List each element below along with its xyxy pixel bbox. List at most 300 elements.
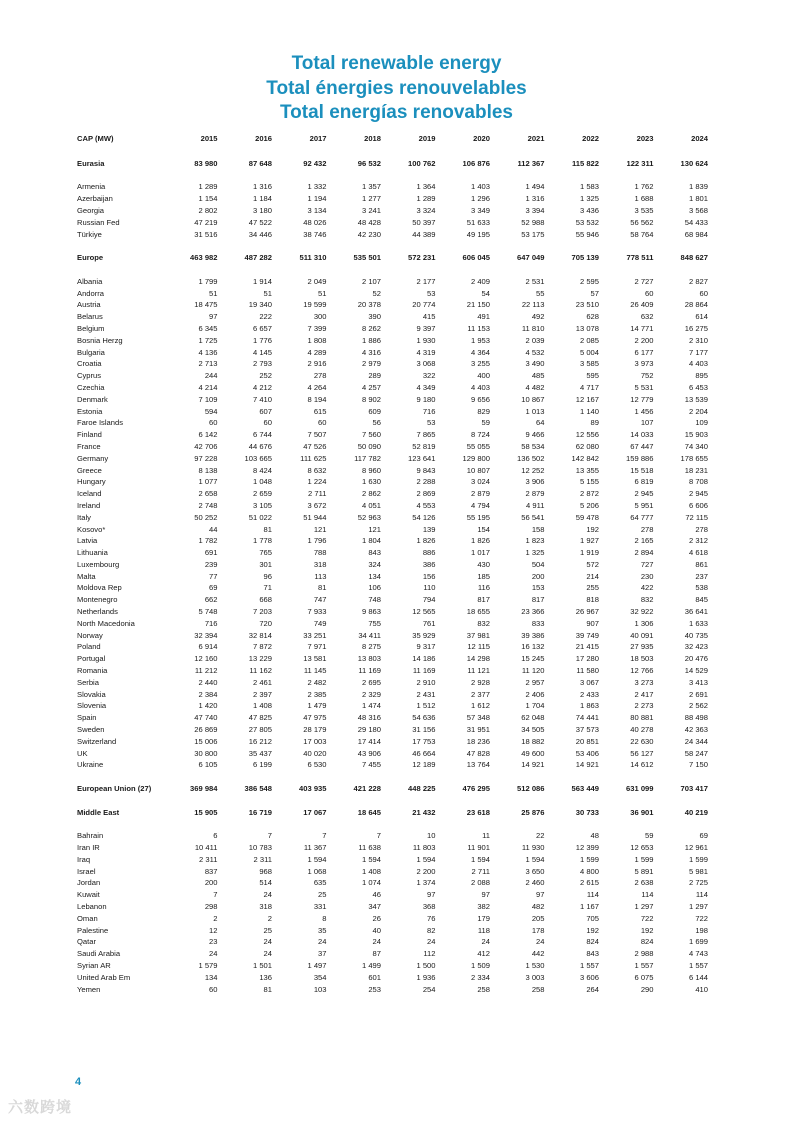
value-cell: 1 074 [361,878,381,888]
value-cell: 57 348 [466,713,490,723]
table-row [77,677,708,689]
value-cell: 12 [209,925,218,935]
value-cell: 15 903 [684,430,708,440]
value-cell: 25 876 [521,807,545,817]
page-number: 4 [75,1076,82,1088]
value-cell: 289 [368,371,381,381]
value-cell: 2 377 [470,689,490,699]
value-cell: 23 510 [575,300,599,310]
value-cell: 26 869 [194,725,218,735]
value-cell: 17 003 [303,736,327,746]
table-row [77,453,708,465]
spacer-cell [77,771,708,783]
value-cell: 48 [590,831,599,841]
table-row [77,535,708,547]
value-cell: 4 532 [525,347,545,357]
value-cell: 2 531 [525,276,545,286]
value-cell: 2 725 [688,878,708,888]
country-name: Sweden [77,725,105,735]
value-cell: 31 156 [412,725,436,735]
value-cell: 31 951 [466,725,490,735]
value-cell: 2 039 [525,335,545,345]
value-cell: 5 155 [579,477,599,487]
value-cell: 2 595 [579,276,599,286]
value-cell: 258 [477,984,490,994]
value-cell: 463 982 [190,253,218,263]
value-cell: 59 [481,418,490,428]
value-cell: 2 711 [308,489,327,499]
value-cell: 17 414 [357,736,381,746]
value-cell: 10 411 [194,843,218,853]
value-cell: 11 212 [194,666,218,676]
value-cell: 412 [477,949,490,959]
value-cell: 4 136 [198,347,218,357]
value-cell: 594 [204,406,218,416]
value-cell: 504 [531,559,545,569]
value-cell: 4 051 [361,500,381,510]
value-cell: 6 345 [198,323,218,333]
value-cell: 7 177 [688,347,708,357]
value-cell: 22 630 [630,736,654,746]
value-cell: 3 241 [361,205,381,215]
value-cell: 24 [263,937,272,947]
value-cell: 11 162 [249,666,272,676]
value-cell: 817 [531,595,545,605]
value-cell: 5 891 [634,866,654,876]
value-cell: 2 872 [579,489,599,499]
value-cell: 2 088 [470,878,490,888]
value-cell: 21 415 [575,642,599,652]
value-cell: 46 664 [412,748,436,758]
value-cell: 12 779 [630,394,654,404]
value-cell: 50 397 [412,217,436,227]
value-cell: 96 [263,571,272,581]
value-cell: 19 599 [303,300,327,310]
table-row [77,299,708,311]
value-cell: 106 [368,583,381,593]
value-cell: 5 748 [198,607,218,617]
value-cell: 1 140 [579,406,599,416]
value-cell: 1 289 [416,194,436,204]
value-cell: 255 [586,583,599,593]
value-cell: 4 349 [416,382,436,392]
value-cell: 51 [263,288,272,298]
value-cell: 3 067 [579,677,599,687]
aggregate-row [77,807,708,819]
table-row [77,512,708,524]
value-cell: 6 606 [688,500,708,510]
value-cell: 14 186 [412,654,436,664]
country-name: Croatia [77,359,102,369]
value-cell: 8 [322,913,327,923]
value-cell: 2 311 [199,854,218,864]
watermark-logo: 六数跨境 [8,1099,73,1116]
value-cell: 824 [586,937,599,947]
value-cell: 92 432 [303,158,327,168]
value-cell: 6 177 [634,347,654,357]
value-cell: 129 800 [462,453,490,463]
value-cell: 727 [640,559,654,569]
value-cell: 47 825 [248,713,272,723]
spacer-row [77,795,708,807]
table-row [77,358,708,370]
value-cell: 12 160 [194,654,218,664]
value-cell: 1 297 [634,902,654,911]
country-name: Austria [77,300,101,310]
value-cell: 2 409 [470,276,490,286]
value-cell: 6 453 [688,382,708,392]
value-cell: 113 [314,571,327,581]
value-cell: 47 828 [466,748,490,758]
spacer-cell [77,170,708,182]
value-cell: 9 317 [416,642,436,652]
value-cell: 26 [372,913,381,923]
table-row [77,193,708,205]
value-cell: 40 020 [303,748,327,758]
value-cell: 5 981 [688,866,708,876]
value-cell: 833 [531,618,545,628]
header-year: 2018 [364,134,381,144]
value-cell: 51 [209,288,218,298]
table-row [77,500,708,512]
value-cell: 1 357 [361,182,381,192]
value-cell: 1 594 [361,854,381,864]
value-cell: 632 [640,312,654,322]
value-cell: 1 782 [198,536,218,546]
value-cell: 24 [209,949,218,959]
table-row [77,441,708,453]
value-cell: 32 423 [684,642,708,652]
value-cell: 2 748 [198,500,218,510]
value-cell: 6 657 [252,323,272,333]
region-name: Eurasia [77,158,105,168]
value-cell: 631 099 [626,784,654,794]
value-cell: 2 802 [198,205,218,215]
value-cell: 1 599 [634,854,654,864]
country-name: Denmark [77,394,108,404]
table-row [77,370,708,382]
value-cell: 12 252 [521,465,545,475]
value-cell: 71 [263,583,272,593]
country-name: Serbia [77,677,99,687]
value-cell: 7 410 [252,394,272,404]
value-cell: 57 [590,288,599,298]
value-cell: 18 882 [521,736,545,746]
value-cell: 2 385 [307,689,327,699]
table-row [77,347,708,359]
value-cell: 298 [204,902,218,911]
value-cell: 1 594 [470,854,490,864]
value-cell: 9 397 [416,323,436,333]
country-name: North Macedonia [77,618,135,628]
table-row [77,736,708,748]
header-year: 2022 [582,134,599,144]
value-cell: 14 771 [630,323,654,333]
country-name: Kosovo* [77,524,106,534]
value-cell: 13 355 [575,465,599,475]
value-cell: 13 539 [684,394,708,404]
value-cell: 1 154 [198,194,218,204]
country-name: Saudi Arabia [77,949,121,959]
value-cell: 56 [372,418,381,428]
value-cell: 89 [590,418,599,428]
table-row [77,712,708,724]
value-cell: 1 494 [525,182,545,192]
value-cell: 1 277 [361,194,381,204]
value-cell: 34 411 [358,630,381,640]
table-row [77,288,708,300]
value-cell: 69 [699,831,708,841]
value-cell: 324 [368,559,381,569]
value-cell: 368 [422,902,436,911]
value-cell: 386 [422,559,436,569]
value-cell: 421 228 [353,784,381,794]
value-cell: 886 [422,548,436,558]
value-cell: 252 [259,371,272,381]
value-cell: 3 024 [470,477,490,487]
value-cell: 2 417 [634,689,654,699]
value-cell: 4 911 [526,500,545,510]
value-cell: 2 916 [307,359,327,369]
value-cell: 2 460 [525,878,545,888]
value-cell: 1 796 [307,536,327,546]
value-cell: 47 740 [194,713,218,723]
value-cell: 8 724 [470,430,490,440]
value-cell: 1 364 [416,182,436,192]
value-cell: 2 562 [688,701,708,711]
value-cell: 18 236 [466,736,490,746]
value-cell: 2 482 [307,677,327,687]
value-cell: 895 [695,371,708,381]
country-name: Germany [77,453,109,463]
table-row [77,429,708,441]
country-name: Latvia [77,536,98,546]
value-cell: 12 653 [630,843,654,853]
value-cell: 3 134 [307,205,327,215]
value-cell: 8 194 [307,394,327,404]
value-cell: 7 872 [252,642,272,652]
value-cell: 6 819 [634,477,654,487]
country-name: Hungary [77,477,106,487]
value-cell: 8 632 [307,465,327,475]
value-cell: 60 [645,288,654,298]
value-cell: 58 247 [684,748,708,758]
value-cell: 51 022 [248,512,272,522]
value-cell: 34 446 [248,229,272,239]
value-cell: 301 [259,559,272,569]
value-cell: 14 033 [630,430,654,440]
value-cell: 572 [586,559,599,569]
value-cell: 2 397 [252,689,272,699]
value-cell: 136 [259,972,272,982]
country-name: Jordan [77,878,101,888]
value-cell: 4 794 [470,500,490,510]
value-cell: 44 [209,524,218,534]
value-cell: 8 424 [252,465,272,475]
value-cell: 278 [313,371,327,381]
value-cell: 24 [536,937,545,947]
value-cell: 12 556 [575,430,599,440]
country-name: Qatar [77,937,96,947]
value-cell: 1 474 [361,701,381,711]
value-cell: 845 [695,595,708,605]
value-cell: 28 864 [684,300,708,310]
table-row [77,465,708,477]
value-cell: 1 306 [634,618,654,628]
table-row [77,748,708,760]
country-name: Moldova Rep [77,583,122,593]
table-row [77,181,708,193]
value-cell: 4 212 [252,382,272,392]
value-cell: 27 805 [248,725,272,735]
value-cell: 2 440 [198,677,218,687]
value-cell: 81 [263,524,272,534]
value-cell: 214 [586,571,599,581]
value-cell: 112 367 [517,158,545,168]
value-cell: 403 935 [299,784,327,794]
table-row [77,665,708,677]
value-cell: 635 [313,878,327,888]
value-cell: 12 115 [467,642,490,652]
value-cell: 6 [213,831,218,841]
value-cell: 55 055 [466,441,490,451]
value-cell: 35 929 [412,630,436,640]
country-name: Yemen [77,984,101,994]
value-cell: 7 507 [307,430,327,440]
value-cell: 51 944 [303,512,327,522]
value-cell: 14 921 [521,760,545,770]
value-cell: 121 [368,524,381,534]
value-cell: 18 231 [684,465,708,475]
value-cell: 538 [695,583,708,593]
value-cell: 24 [481,937,490,947]
value-cell: 253 [368,984,381,994]
spacer-row [77,818,708,830]
value-cell: 60 [209,418,218,428]
value-cell: 48 026 [303,217,327,227]
value-cell: 1 296 [470,194,490,204]
value-cell: 37 981 [466,630,490,640]
value-cell: 7 [213,890,218,900]
header-year: 2021 [527,134,545,144]
value-cell: 1 479 [307,701,327,711]
value-cell: 7 [267,831,272,841]
table-row [77,382,708,394]
value-cell: 48 316 [357,713,381,723]
value-cell: 511 310 [299,253,327,263]
value-cell: 55 195 [466,512,490,522]
value-cell: 15 245 [521,654,545,664]
value-cell: 1 017 [470,548,490,558]
country-name: Spain [77,713,97,723]
table-row [77,854,708,866]
value-cell: 1 013 [525,406,545,416]
value-cell: 36 641 [684,607,708,617]
spacer-row [77,771,708,783]
value-cell: 331 [313,902,327,911]
value-cell: 448 225 [408,784,436,794]
value-cell: 1 914 [252,276,272,286]
value-cell: 7 203 [252,607,272,617]
value-cell: 23 618 [466,807,490,817]
value-cell: 1 612 [470,701,490,711]
value-cell: 3 535 [634,205,654,215]
value-cell: 1 799 [198,276,218,286]
table-header-row [77,132,708,146]
value-cell: 25 [318,890,327,900]
value-cell: 11 930 [521,843,545,853]
value-cell: 239 [204,559,218,569]
value-cell: 12 565 [412,607,436,617]
value-cell: 1 778 [252,536,272,546]
table-row [77,229,708,241]
region-name: Middle East [77,807,120,817]
value-cell: 97 [209,312,218,322]
value-cell: 2 695 [361,677,381,687]
value-cell: 1 594 [525,854,545,864]
value-cell: 2 200 [416,866,436,876]
value-cell: 487 282 [244,253,272,263]
table-row [77,653,708,665]
value-cell: 2 431 [416,689,436,699]
value-cell: 647 049 [517,253,545,263]
value-cell: 96 532 [357,158,381,168]
value-cell: 24 [372,937,381,947]
value-cell: 3 003 [525,972,545,982]
value-cell: 716 [422,406,436,416]
country-name: Azerbaijan [77,194,113,204]
value-cell: 178 [531,925,545,935]
value-cell: 2 [213,913,218,923]
country-name: Lithuania [77,548,108,558]
value-cell: 1 699 [688,937,708,947]
value-cell: 1 594 [307,854,327,864]
table-row [77,925,708,937]
spacer-row [77,264,708,276]
value-cell: 1 499 [361,960,381,970]
value-cell: 62 080 [575,441,599,451]
value-cell: 34 505 [521,725,545,735]
value-cell: 11 901 [467,843,490,853]
value-cell: 80 881 [630,713,654,723]
value-cell: 8 960 [361,465,381,475]
value-cell: 60 [263,418,272,428]
value-cell: 134 [204,972,218,982]
value-cell: 6 075 [634,972,654,982]
value-cell: 244 [204,371,218,381]
value-cell: 572 231 [408,253,436,263]
value-cell: 16 275 [684,323,708,333]
value-cell: 7 150 [688,760,708,770]
value-cell: 14 529 [684,666,708,676]
value-cell: 300 [313,312,327,322]
value-cell: 1 289 [198,182,218,192]
value-cell: 53 [427,288,436,298]
value-cell: 2 177 [416,276,436,286]
value-cell: 703 417 [680,784,708,794]
value-cell: 103 [313,984,327,994]
value-cell: 13 764 [466,760,490,770]
value-cell: 748 [368,595,381,605]
value-cell: 278 [695,524,708,534]
value-cell: 55 946 [575,229,599,239]
aggregate-row [77,783,708,795]
value-cell: 1 826 [470,536,490,546]
value-cell: 1 497 [307,960,327,970]
value-cell: 1 826 [416,536,436,546]
value-cell: 156 [422,571,436,581]
value-cell: 7 971 [307,642,327,652]
